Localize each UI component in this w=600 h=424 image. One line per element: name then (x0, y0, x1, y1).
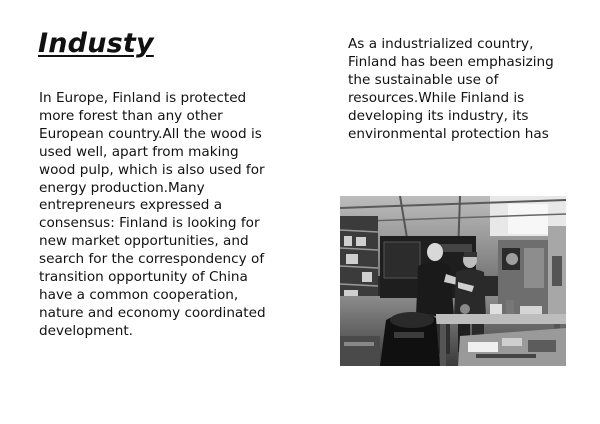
right-paragraph: As a industrialized country, Finland has been emphasizing the sustainable use of resources.While Finland is developing its industry, its environmental protection has (348, 36, 554, 142)
left-paragraph: In Europe, Finland is protected more forest than any other European country.All the wood is used well, apart from making wood pulp, which is also used for energy production.Many entrepreneurs expressed a consensus: Finland is looking for new market opportunities, and search for the correspondency of transition opportunity of China have a common cooperation, nature and economy coordinated development. (39, 90, 266, 339)
factory-workers-photo (340, 196, 566, 366)
page-title: Industy (38, 28, 154, 59)
